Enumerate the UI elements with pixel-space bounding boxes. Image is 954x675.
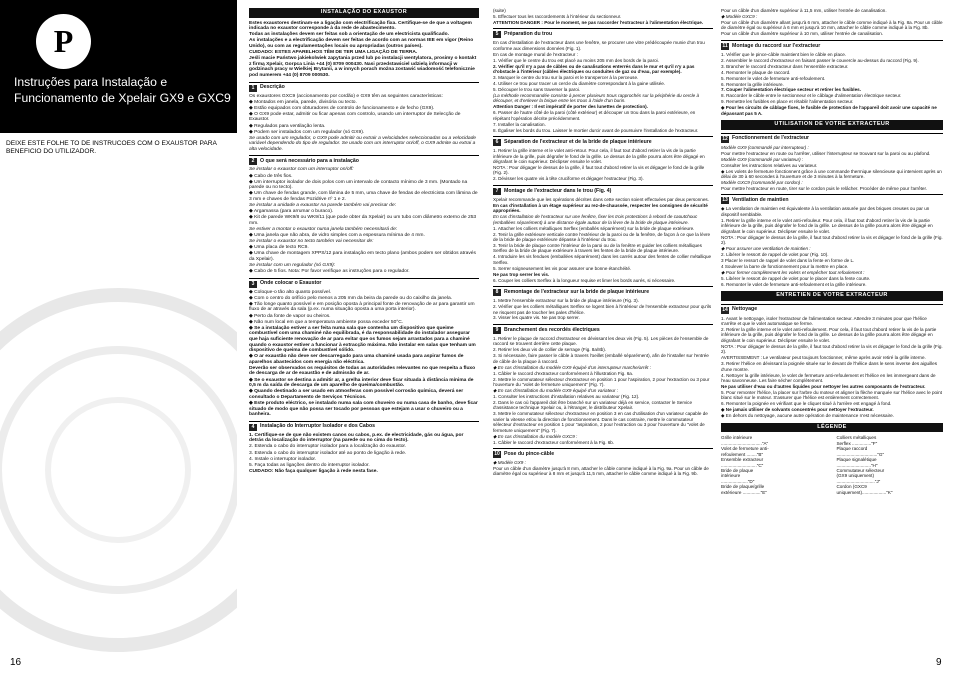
section-bar-legend: LÉGENDE — [721, 423, 943, 432]
pt-s3-line: ◆ Coloque-o tão alto quanto possível. — [249, 289, 332, 295]
section-number: 2 — [249, 158, 257, 165]
pt-s2-line: ◆ Argamassa (para arrumar o buraco). — [249, 209, 334, 215]
fr-s13-line: NOTA : Pour dégager le dessus de la grille, il faut tout d'abord retirer la vis et dégager le fond de la grille (Fig. 2). — [721, 234, 943, 246]
legend-item: Commutateur sélecteur — [836, 467, 885, 473]
section-number: 14 — [722, 306, 728, 313]
section-title: Séparation de l'extracteur et de la bride de plaque intérieure — [504, 138, 652, 145]
section-bar-maintenance: ENTRETIEN DE VOTRE EXTRACTEUR — [721, 291, 943, 300]
fr1-top: (suite) — [493, 8, 506, 13]
pt-intro-4: CUIDADO: ESTES APARELHOS TÊM DE TER UMA LIGAÇÃO DE TERRA. — [249, 50, 418, 56]
section-number: 7 — [493, 188, 501, 195]
section-title: Montage du raccord sur l'extracteur — [732, 42, 821, 49]
section-title: Préparation du trou — [504, 31, 553, 38]
fr-s5-line: En cas d'installation de l'extracteur dans une fenêtre, se procurer une vitre prédécoupée munie d'un trou conforme aux dimensions données (Fig. 1). — [493, 40, 705, 51]
fr-s7-line: En cas d'installation à un étage supérieur au rez-de-chaussée, respecter les consignes de sécurité appropriées. — [493, 202, 708, 214]
cover-panel — [0, 0, 237, 675]
fr-s7-line: 6. Couper les colliers Serflex à la longueur requise et limer les bords aurés, si nécessaire. — [493, 277, 676, 283]
legend-item: Ensemble extracteur ............................"C" — [721, 457, 764, 468]
pt-s2-line: ◆ Cabo de três fios. — [249, 173, 293, 179]
fr-s14-line: ◆ Ne jamais utiliser de solvants concentrés pour nettoyer l'extracteur. — [721, 407, 874, 413]
pt-intro-5: Jeśli macie Państwo jakiekolwiek zapytania przed lub po instalacji wentylatora, prosimy o kontakt z firmą Xpelair, Gorpca Linia +44 (0) 8709 000430. Nasi przedstawiciel udzielą informacji w godzinach pracy w Wielkiej Brytanii, a w innych porach można zostawić wiadomość telefonicznie pod numerem +44 (0) 8709 000530. — [249, 56, 477, 78]
cover-title-line2: Funcionamento de Xpelair GX9 e GXC9 — [14, 91, 231, 105]
fr-s5-line: 5. Découper le trou sans traverser la paroi. — [493, 86, 581, 92]
fr-s9-line: 3. Si nécessaire, faire passer le câble à travers l'oeillet (emballé séparément), afin de l'installer sur l'entrée de câble de la plaque à raccord. — [493, 353, 709, 364]
section-number: 3 — [249, 281, 257, 288]
pt-s1-line: ◆ Montados em janela, parede, divisória ou tecto. — [249, 99, 357, 105]
fr-s11-line: 7. Couper l'alimentation électrique secteur et retirer les fusibles. — [721, 87, 861, 93]
section-title: Fonctionnement de l'extracteur — [732, 135, 810, 142]
legend-item: (GX9 uniquement) .............................."J" — [836, 473, 881, 484]
pt-section-3 — [249, 278, 479, 288]
fr-section-5 — [493, 28, 713, 38]
pt-s3-line: ◆ Se a instalação estiver a ser feita numa sala que contenha um dispositivo que queime combustível com uma chaminé não equilibrada, é da responsabilidade do instalador assegurar que haja suficiente renovação de ar para evitar que os fumos sejam arrastados para a chaminé quando o exaustor estiver a funcionar à extracção máxima. Não instalar em salas que tenham um dispositivo de queima de combustível sólido. — [249, 325, 476, 354]
section-title: Ventilation de maintien — [732, 197, 789, 204]
pt-s3-line: ◆ Este produto eléctrico, se instalado numa sala com chuveiro ou numa casa de banho, deve ficar situado de modo que não possa ser tocado por pessoas que estejam a usar o chuveiro ou a banheira. — [249, 400, 478, 418]
section-number: 1 — [249, 85, 257, 92]
pt-section-2 — [249, 155, 479, 165]
fr-s11-line: 2. Assembler le raccord d'extracteur en faisant passer le couvercle au-dessus du raccord (Fig. 9). — [721, 57, 919, 63]
section-bar-install: INSTALAÇÃO DO EXAUSTOR — [249, 8, 479, 18]
legend-item: Plaque raccord ................................"G" — [836, 446, 885, 457]
fr-s7-line: 1. Attacher les colliers métalliques Serflex (emballés séparément) sur la bride de plaque extérieure. — [493, 225, 695, 231]
pt-s1-line: ◆ Podem ser instalados com um regulador (só GX9). — [249, 129, 365, 135]
fr-s14-line: 2. Retirer la grille interne et le volet anti-refoulement. Pour cela, il faut tout d'abord retirer la vis de la partie inférieure de la grille, puis dégrafer le fond de la grille. Le dessus de la grille pourra alors être dégagé en dégrafant le coin supérieur. Déclipser ensuite le volet. — [721, 327, 937, 343]
pt-s1-line: ◆ Regulados para ventilação lenta. — [249, 123, 326, 129]
fr-s14-line: 4. Nettoyer la grille intérieure, le volet de fermeture anti-refoulement et l'hélice en les immergeant dans de l'eau savonneuse. Les faire sécher complètement. — [721, 372, 936, 384]
legend-item: Colliers métalliques Serflex ..............."F" — [836, 435, 878, 446]
fr-s6-line: 2. Dévisser les quatre vis à tête cruciforme et dégager l'extracteur (Fig. 3). — [493, 176, 644, 182]
page-number-right: 9 — [936, 657, 942, 668]
section-number: 8 — [493, 289, 501, 296]
fr-section-7 — [493, 185, 713, 195]
fr-s7-line: 2. Tenir la grille extérieure verticale contre l'extérieur de la paroi ou de la fenêtre, de façon à ce que la lèvre de la bride de plaque extérieure dépasse à l'intérieur du trou. — [493, 231, 711, 242]
fr-section-9 — [493, 324, 713, 334]
fr-s13-line: ◆ Pour assurer une ventilation de maintien : — [721, 246, 811, 251]
legend-item: Volet de fermeture anti-refoulement ........"B" — [721, 446, 769, 457]
fr-s5-line: 2. Vérifier qu'il n'y a pas de câbles ou de canalisations enterrés dans le mur et qu'il n'y a pas d'obstacle à l'intérieur (câbles électriques ou conduites de gaz ou d'eau, par exemple). — [493, 63, 695, 75]
pt-section-4 — [249, 421, 479, 431]
fr-s10-line: ◆ Modèle GX9 : — [493, 460, 526, 466]
fr-s11-line: 4. Remonter le plaque de raccord. — [721, 69, 791, 75]
pt-s2-line: ◆ Um interruptor isolador de dois polos com um intervalo de contacto mínimo de 3 mm. (Montado na parede ou no tecto). — [249, 179, 468, 191]
section-title: Descrição — [260, 84, 285, 91]
fr-section-14 — [721, 304, 943, 314]
section-number: 9 — [493, 327, 501, 334]
fr-s11-line: 3. Brancher le raccord d'extracteur dans l'ensemble extracteur. — [721, 63, 849, 69]
fr-s12-line: Modèle GXC9 (commandé par cordon) : — [721, 179, 803, 185]
fr-s11-line: 8. Raccorder le câble entre le sectionneur et le câblage d'alimentation électrique secteur. — [721, 93, 902, 99]
fr-s5-line: 4. Utiliser ce trou pour tracer un cercle du diamètre correspondant à la gaine utilisée. — [493, 81, 666, 87]
fr-s5-line: En cas de montage mural de l'extracteur : — [493, 51, 578, 57]
fr2-top: ◆ Modèle GXC9 : — [721, 13, 758, 19]
fr-s7-line: En cas d'installation de l'extracteur sur une fenêtre, fixer les trois protections à rebord de caoutchouc (emballées séparément) à une distance égale autour de la lèvre de la bride de plaque intérieure. — [493, 214, 698, 225]
pt-s3-line: ◆ Com o centro do orifício pelo menos a 205 mm da beira da parede ou do caixilho da janela. — [249, 295, 453, 301]
fr-s9-line: ◆ En cas d'installation du modèle GXC9 : — [493, 433, 578, 439]
pt-s3-line: ◆ Se o exaustor se destina a admitir ar, a grelha interior deve ficar situada à distância mínima de 0,5 m da saída de descarga de um aparelho de queima/combustão. — [249, 377, 474, 389]
fr-s14-line: 3. Retirer l'hélice en dévissant la poignée située sur le devant de l'hélice dans le sens inverse des aiguilles d'une montre. — [721, 361, 938, 372]
pt-s2-line: ◆ Uma janela que não abra, de vidro simples com a espessura mínima de 4 mm. — [249, 233, 425, 238]
fr2-top: Pour un câble d'un diamètre supérieur à 11,5 mm, utiliser l'entrée de canalisation. — [721, 8, 887, 13]
pt-s3-line: ◆ O ar exaustão não deve ser descarregado para uma chaminé usada para aspirar fumos de aparelhos abastecidos com energia não eléctrica. — [249, 354, 464, 365]
fr-s13-line: 6. Remonter le volet de fermeture anti-refoulement et la grille intérieure. — [721, 281, 867, 287]
fr-s12-line: Modèle GX9 (commandé par variateur) : — [721, 156, 804, 162]
fr-s9-line: ◆ En cas d'installation du modèle GX9 équipé d'un interrupteur marche/arrêt : — [493, 364, 651, 370]
section-number: 13 — [722, 197, 728, 204]
cover-note: DEIXE ESTE FOLHE TO DE INSTRUCOES COM O EXAUSTOR PARA BENEFICIO DO UTILIZADOR. — [6, 140, 217, 155]
pt-s4-line: CUIDADO: Não faça qualquer ligação à rede nesta fase. — [249, 468, 378, 474]
french-column-2 — [721, 0, 943, 675]
legend-item: Bride de plaque intérieure ....................."D" — [721, 467, 755, 484]
section-title: Remontage de l'extracteur sur la bride de plaque intérieure — [504, 288, 650, 295]
section-number: 5 — [493, 31, 501, 38]
fr-s14-line: Ne pas utiliser d'eau ou d'autres liquides pour nettoyer les autres composants de l'extracteur. — [721, 384, 926, 390]
fr1-top: ATTENTION DANGER : Pour le moment, ne pas raccorder l'extracteur à l'alimentation électrique. — [493, 19, 704, 25]
fr-s12-line: Pour mettre l'extracteur en route ou l'arrêter, utiliser l'interrupteur se trouvant sur la paroi ou au plafond. — [721, 150, 931, 156]
fr2-top: Pour un câble d'un diamètre allant jusqu'à 6 mm, attacher le câble comme indiqué à la Fig. 8a. Pour un câble de diamètre égal ou supérieur à 6 mm et jusqu'à 10 mm, attacher le câble comme indiqué à la Fig. 8b. — [721, 19, 943, 31]
pt-s2-line: ◆ Cabo de 5 fios. Nota: Por favor verifique as instruções para o regulador. — [249, 269, 410, 275]
fr-section-10 — [493, 448, 713, 458]
section-number: 4 — [249, 424, 257, 431]
pt-s1-line: ◆ O GX9 pode estar, admitir ou ficar apenas com controlo, usando um interruptor de Selecção de Exaustor. — [249, 111, 461, 123]
pt-s4-line: 5. Faça todas as ligações dentro do interruptor isolador. — [249, 462, 370, 468]
pt-s1-line: Os exaustores GXC9 (accionamento por cordão) e GX9 têm as seguintes características: — [249, 93, 443, 99]
legend-left — [721, 435, 828, 495]
pt-s3-line: Deverão ser observados os requisitos de todas as autoridades relevantes no que respeita a fluxo de descarga de ar de exaustão e de admissão de ar. — [249, 365, 476, 377]
section-title: O que será necessário para a instalação — [260, 158, 359, 165]
pt-s2-line: Se instalar com um regulador (só GX9): — [249, 262, 336, 268]
pt-s2-line: Se instalar o exaustor com um interruptor on/off: — [249, 167, 354, 173]
pt-s3-line: ◆ Não num local em que a temperatura ambiente possa exceder 50°C. — [249, 319, 404, 325]
fr-section-6 — [493, 136, 713, 146]
fr-s10-line: Pour un câble d'un diamètre jusqu'à 8 mm, attacher le câble comme indiqué à la Fig. 9a. Pour un câble de diamètre égal ou supérieur à 8 mm et jusqu'à 11,5 mm, attacher le câble comme indiqué à la Fig. 9b. — [493, 466, 709, 477]
fr-s14-line: ◆ En dehors du nettoyage, aucune autre opération de maintenance n'est nécessaire. — [721, 413, 894, 419]
fr-section-8 — [493, 286, 713, 296]
fr-s9-line: 2. Dans le cas où l'appareil doit être branché sur un variateur déjà en service, contacter le Service d'assistance technique Xpelair ou, à l'étranger, le distributeur Xpelair. — [493, 399, 693, 411]
decorative-circles — [0, 0, 237, 675]
fr-s11-line: 1. Vérifier que le pince-câble maintient bien le câble en place. — [721, 51, 847, 57]
pt-s3-line: ◆ Quando destinado a ser usado em atmosferas com possível corrosão química, deverá ser consultado o Departamento de Serviços Técnicos. — [249, 389, 464, 400]
pt-s4-line: 4. Instale o interruptor isolador. — [249, 456, 317, 462]
fr-s14-line: 5. Pour remonter l'hélice, la placer sur l'arbre du moteur et aligner la flèche marquée sur l'hélice avec le point blanc situé sur le moteur. S'assurer que l'hélice est entièrement correctement. — [721, 390, 942, 401]
fr-section-13 — [721, 194, 943, 204]
pt-s3-line: ◆ Tão longe quanto possível e em posição oposta à principal fonte de renovação de ar para garantir um fluxo de ar através da sala (p.ex. numa situação oposta a uma porta interior). — [249, 301, 475, 313]
fr-s13-line: 5. Libérer le ressort de rappel de volet pour le placer dans la fente courte. — [721, 275, 871, 281]
fr-s7-line: 3. Tenir la bride de plaque contre l'intérieur de la paroi ou de la fenêtre et guider les colliers métalliques Serflex de la bride de plaque extérieure à travers les fentes de la bride de plaque intérieure. — [493, 242, 702, 254]
pt-section-1 — [249, 82, 479, 92]
section-title: Onde colocar o Exaustor — [260, 280, 322, 287]
fr-s5-line: 8. Égaliser les bords du trou. Laisser le mortier durcir avant de poursuivre l'installation de l'extracteur. — [493, 127, 699, 133]
fr-s11-line: 5. Remonter le volet de fermeture anti-refoulement. — [721, 75, 826, 81]
fr-s11-line: 9. Remettre les fusibles en place et rétablir l'alimentation secteur. — [721, 99, 854, 105]
fr-s6-line: NOTA : Pour dégager le dessus de la grille, il faut tout d'abord retirer la vis et dégager le fond de la grille (Fig. 2). — [493, 164, 705, 176]
pt-s2-line: Se instalar o exaustor no tecto também vai necessitar de: — [249, 239, 374, 245]
fr-s13-line: 3 Placer le ressort de rappel de volet dans la fente en forme de L. — [721, 257, 855, 263]
fr-section-12 — [721, 133, 943, 143]
legend — [721, 435, 943, 495]
fr-s9-line: ◆ En cas d'installation du modèle GX9 équipé d'un variateur : — [493, 388, 619, 394]
fr-s11-line: ◆ Pour les circuits de câblage fixes, le fusible de protection de l'appareil doit avoir une capacité ne dépassant pas 5 A. — [721, 105, 937, 116]
fr-s11-line: 6. Remonter la grille intérieure. — [721, 81, 784, 87]
fr-s5-line: 3. Marquer le centre du trou sur la paroi et le transpercer à la perceuse. — [493, 75, 639, 81]
fr-s5-line: (La méthode recommandée consiste à percer plusieurs trous rapprochés sur la périphérie du cercle à découper, et d'enlever la brique entre les trous à l'aide d'un burin. — [493, 92, 700, 104]
fr-s7-line: Xpelair recommande que les opérations décrites dans cette section soient effectuées par deux personnes. — [493, 196, 709, 202]
legend-item: Cordon (GXC9 uniquement)..................."K" — [836, 484, 893, 495]
section-bar-usage: UTILISATION DE VOTRE EXTRACTEUR — [721, 120, 943, 129]
fr-s6-line: 1. Retirer la grille interne et le volet anti-retour. Pour cela, il faut tout d'abord retirer la vis de la partie inférieure de la grille, puis dégrafer le fond de la grille. Le dessus de la grille pourra alors être dégagé en dégrafant le coin supérieur. Déclipser ensuite le volet. — [493, 148, 705, 165]
pt-s4-line: 3. Estenda o cabo do interruptor isolador até ao ponto de ligação à rede. — [249, 450, 407, 456]
pt-intro-3: As instalações e a electrificação devem ser feitas de acordo com as normas IEE em vigor (Reino Unido), ou com as regulamentações locais ou apropriadas (outros países). — [249, 38, 474, 49]
fr-s5-line: Attention Danger : Il est impératif de porter des lunettes de protection). — [493, 104, 648, 110]
pt-s2-line: Se estiver a montar o exaustor numa janela também necessitará de: — [249, 226, 398, 232]
fr-s7-line: Ne pas trop serrer les vis. — [493, 271, 550, 277]
fr-s5-line: 6. Passer de l'autre côté de la paroi (côté extérieur) et découper un trou dans la paroi extérieure, en répétant l'opération décrite précédemment. — [493, 110, 696, 121]
fr-s12-line: ◆ Les volets de fermeture fonctionnent grâce à une commande thermique silencieuse qui intervient après un délai de 30 à 60 secondes à l'ouverture et de 3 minutes à la fermeture. — [721, 168, 942, 179]
pt-intro-1: Estes exaustores destinam-se a ligação com electrificação fixa. Certifique-se de que a voltagem indicada no exaustor corresponde à da rede de abastecimento. — [249, 20, 472, 32]
section-title: Pose du pince-câble — [504, 450, 555, 457]
pt-s2-line: ◆ Uma chave de montagem XPPS/12 para instalação em tecto plano (ambos podem ser obtidos através da Xpelair). — [249, 251, 476, 262]
fr-s9-line: 2. Mettre le commutateur sélecteur d'extracteur en position 1 pour l'aspiration, 2 pour l'extraction ou 3 pour l'ouverture du "volet de fermeture uniquement" (Fig. 7). — [493, 376, 710, 388]
fr-s9-line: 1. Retirer le plaque de raccord d'extracteur en dévissant les deux vis (Fig. 5). Les pièces de l'ensemble de raccord se trouvent derrière cette plaque. — [493, 335, 709, 347]
fr-s9-line: 1. Câbler le raccord d'extracteur conformément à l'illustration Fig. 6a. — [493, 370, 634, 376]
language-badge: P — [36, 14, 91, 69]
fr2-top: Pour un câble d'un diamètre supérieur à 10 mm, utiliser l'entrée de canalisation. — [721, 31, 884, 37]
fr-s5-line: 1. Vérifier que le centre du trou est placé au moins 205 mm des bords de la paroi. — [493, 57, 659, 63]
fr-s13-line: ◆ La ventilation de maintien est équivalente à la ventilation assurée par des briques creuses ou par un dispositif semblable. — [721, 206, 930, 217]
fr-s13-line: 4 Soulever la barre de fonctionnement pour la mettre en place. — [721, 263, 849, 269]
section-number: 11 — [722, 42, 728, 49]
section-number: 10 — [494, 451, 500, 458]
fr-s13-line: ◆ Pour fermer complètement les volets et empêcher tout refoulement : — [721, 269, 865, 275]
legend-item: Plaque signalétique ..........................."H" — [836, 457, 878, 468]
french-column-1 — [493, 0, 713, 675]
page-number-left: 16 — [10, 657, 22, 668]
pt-s2-line: ◆ Um chave de fendas grande, com lâmina de 5 mm, uma chave de fendas de electricista com lâmina de 3 mm e chaves de fendas Pozidrive nº 1 e 2. — [249, 191, 478, 202]
pt-s4-line: 2. Estenda o cabo do interruptor isolador para a localização do exaustor. — [249, 444, 407, 450]
section-number: 6 — [493, 139, 501, 146]
section-title: Montage de l'extracteur dans le trou (Fig. 4) — [504, 187, 612, 194]
fr-s7-line: 4. Introduire les vis fendues (emballées séparément) dans les carrés autour des fentes de collier métallique Serflex. — [493, 254, 712, 265]
section-title: Instalação do Interruptor Isolador e dos Cabos — [260, 423, 376, 430]
pt-s1-line: ◆ Estão equipados com obturadores de controlo de funcionamento e de fecho (GX9). — [249, 105, 435, 111]
fr-s14-line: AVERTISSEMENT : Le ventilateur peut toujours fonctionner, même après avoir retiré la grille interne. — [721, 355, 926, 361]
cover-title-line1: Instruções para Instalação e — [14, 75, 168, 89]
fr-s8-line: 1. Mettre l'ensemble extracteur sur la bride de plaque intérieure (Fig. 3). — [493, 298, 639, 304]
fr1-top: 5. Effectuer tous les raccordements à l'intérieur du sectionneur. — [493, 13, 622, 19]
legend-right — [836, 435, 943, 495]
pt-s4-line: 1. Certifique-se de que não existem canos ou cabos, p.ex. de electricidade, gás ou água, por detrás da localização do interruptor (na parede ou no cima do tecto). — [249, 432, 464, 444]
portuguese-column — [249, 0, 479, 675]
fr-s13-line: 2. Libérer le ressort de rappel de volet pour (Fig. 10). — [721, 251, 829, 257]
pt-s2-line: ◆ Uma placa de tecto RC9. — [249, 245, 309, 251]
pt-s2-line: ◆ Kit de parede WK9/8 ou WK9/11 (que pode obter da Xpelair) ou um tubo com diâmetro externo de 253 mm. — [249, 215, 477, 226]
fr-s8-line: 3. Visser les quatre vis. Ne pas trop serrer. — [493, 315, 580, 321]
fr-s9-line: 3. Mettre le commutateur sélecteur d'extracteur en position 3 en cas d'utilisation d'un variateur capable de varier la vitesse et/ou la direction de fonctionnement. Dans le cas contraire, mettre le commutateur sélecteur d'extracteur en position 1 pour "aspiration, 2 pour l'extraction ou 3 pour l'ouverture du "volet de fermeture uniquement" (Fig. 7). — [493, 411, 708, 433]
fr-s12-line: Modèle GX9 (commandé par interrupteur) : — [721, 144, 809, 150]
pt-intro-2: Todas as instalações devem ser feitas sob a orientação de um electricista qualificado. — [249, 32, 449, 38]
section-number: 12 — [722, 135, 728, 142]
fr-s9-line: 1. Câbler le raccord d'extracteur conformément à la Fig. 6b. — [493, 439, 615, 445]
pt-s3-line: ◆ Perto da fonte de vapor ou cheiros. — [249, 313, 331, 319]
fr-s14-line: 1. Avant le nettoyage, isoler l'extracteur de l'alimentation secteur. Attendre 3 minutes pour que l'hélice s'arrête et que le volet automatique se ferme. — [721, 315, 927, 327]
legend-item: Grille intérieure ................................"A" — [721, 435, 769, 446]
fr-s5-line: 7. Installer la canalisation. — [493, 121, 546, 127]
fr-s8-line: 2. Vérifier que les colliers métalliques Serflex se logent bien à l'intérieur de l'ensemble extracteur pour qu'ils ne risquent pas de toucher les pales d'hélice. — [493, 304, 712, 315]
fr-s12-line: Pour mettre l'extracteur en route, tirer sur le cordon puis le relâcher. Procéder de même pour l'arrêter. — [721, 185, 928, 191]
fr-s7-line: 5. Serrer soigneusement les vis pour assurer une bonne étanchéité. — [493, 265, 632, 271]
fr-s13-line: 1. Retirer la grille interne et le volet anti-refouleur. Pour cela, il faut tout d'abord retirer la vis de la partie inférieure de la grille, puis dégrafer le fond de la grille. Le dessus de la grille pourra alors être dégagé en dégrafant le coin supérieur. Déclipser ensuite le volet. — [721, 217, 933, 234]
pt-s2-line: Se instalar a unidade a exaustor na parede também vai precisar de: — [249, 203, 397, 209]
section-title: Branchement des recordés électriques — [504, 326, 600, 333]
fr-s9-line: 2. Retirer les deux vis de collier de serrage (Fig. 8a/8b). — [493, 347, 607, 353]
fr-s14-line: 6. Remonter la poignée en vérifiant que le cliquet situé à l'arrière est engagé à fond. — [721, 401, 892, 407]
fr-s14-line: NOTA : Pour dégager le dessus de la grille, il faut tout d'abord retirer la vis et dégager le fond de la grille (Fig. 2). — [721, 343, 943, 355]
fr-s9-line: 1. Consulter les instructions d'installation relatives au variateur (Fig. 12). — [493, 393, 640, 399]
fr-section-11 — [721, 40, 943, 50]
pt-s1-line: Se usado com um regulador, o GX9 pode admitir ou extrair a velocidades seleccionadas ou a velocidade variável dependendo do tipo de regulador. Se usado com um interruptor on/off, o GX9 admite ou extrai a alta velocidade. — [249, 135, 477, 152]
legend-item: Bride de plaque/grille extérieure .............."E" — [721, 484, 767, 495]
section-title: Nettoyage — [732, 306, 758, 313]
fr-s12-line: Consulter les instructions relatives au variateur. — [721, 162, 818, 168]
